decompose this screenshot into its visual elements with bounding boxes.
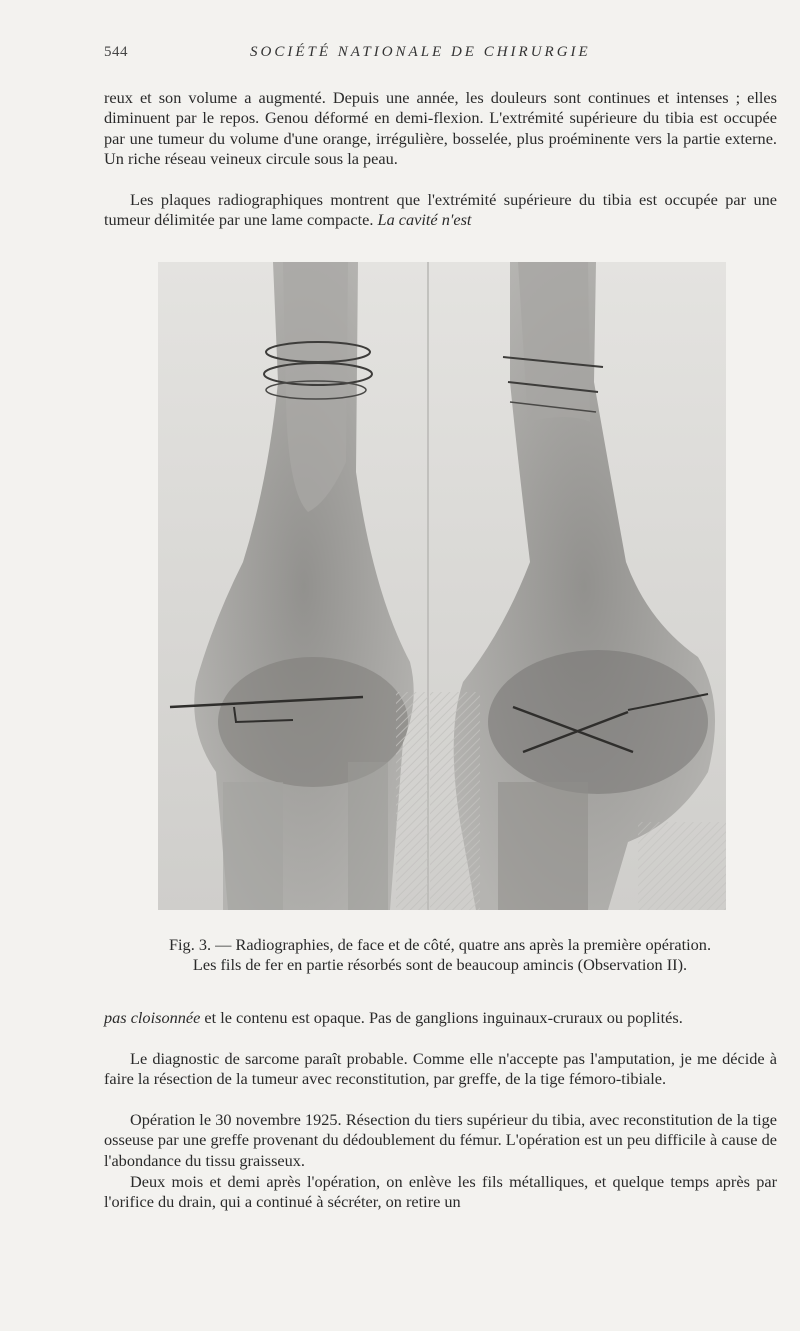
paragraph-3-text: et le contenu est opaque. Pas de ganglions inguinaux-cruraux ou poplités.	[204, 1008, 683, 1027]
paragraph-2-italic: La cavité n'est	[377, 210, 472, 230]
paragraph-3	[104, 1008, 777, 1028]
paragraph-6	[104, 1172, 777, 1213]
paragraph-2	[104, 190, 777, 231]
radiograph-figure	[158, 262, 726, 910]
paragraph-6-text: Deux mois et demi après l'opération, on enlève les fils métalliques, et quelque temps après par l'orifice du drain, qui a continué à sécréter, on retire un	[104, 1172, 777, 1212]
caption-line-1: Fig. 3. — Radiographies, de face et de côté, quatre ans après la première opération.	[168, 935, 712, 954]
paragraph-5	[104, 1110, 777, 1171]
page-number: 544	[104, 44, 128, 60]
figure-caption	[100, 935, 780, 976]
paragraph-4-text: Le diagnostic de sarcome paraît probable. Comme elle n'accepte pas l'amputation, je me décide à faire la résection de la tumeur avec reconstitution, par greffe, de la tige fémoro-tibiale.	[104, 1049, 777, 1089]
caption-line-2: Les fils de fer en partie résorbés sont de beaucoup amincis (Observation II).	[192, 955, 688, 975]
radiograph-image	[158, 262, 726, 910]
paragraph-3-italic: pas cloisonnée	[104, 1008, 201, 1027]
paragraph-2-text: Les plaques radiographiques montrent que l'extrémité supérieure du tibia est occupée par une tumeur délimitée par une lame compacte.	[104, 190, 777, 230]
paragraph-4	[104, 1049, 777, 1090]
paragraph-5-text: Opération le 30 novembre 1925. Résection du tiers supérieur du tibia, avec reconstitution de la tige osseuse par une greffe provenant du dédoublement du fémur. L'opération est un peu difficile à cause de l'abondance du tissu graisseux.	[104, 1110, 777, 1170]
running-head: SOCIÉTÉ NATIONALE DE CHIRURGIE	[250, 44, 591, 60]
paragraph-1: reux et son volume a augmenté. Depuis une année, les douleurs sont continues et intenses ; elles diminuent par le repos. Genou déformé en demi-flexion. L'extrémité supérieure du tibia est occupée par une tumeur du volume d'une orange, irrégulière, bosselée, plus proéminente vers la partie externe. Un riche réseau veineux circule sous la peau.	[104, 88, 777, 169]
